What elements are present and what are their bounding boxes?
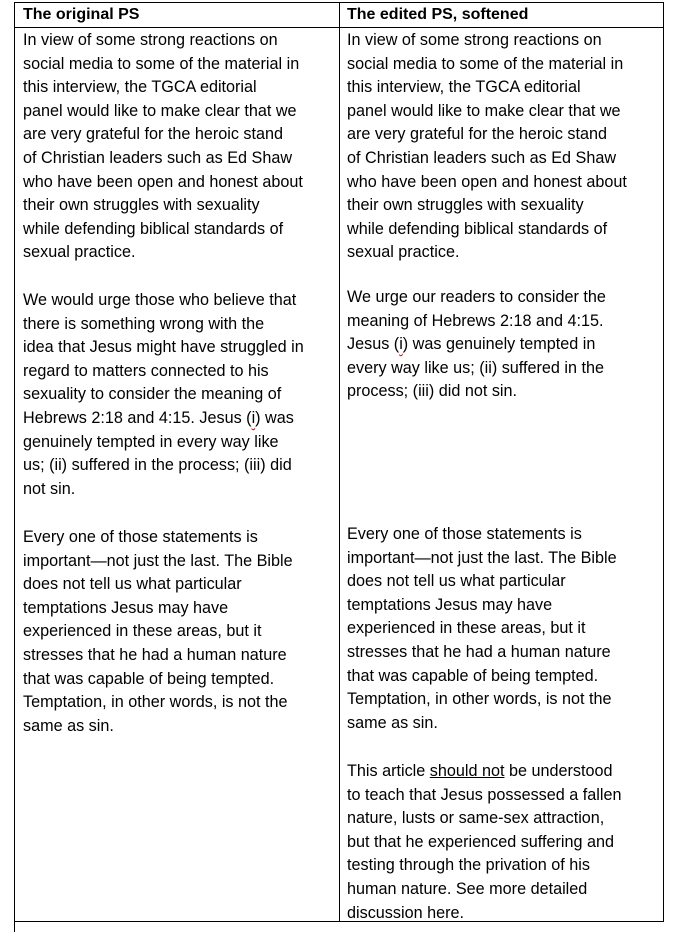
edited-paragraph-3: Every one of those statements is important—not just the last. The Bible does not tell us what particular temptations Jesus may have experienced in these areas, but it stresses that he had a human nature that was capable of being tempted. Temptation, in other words, is not the same as sin. (347, 525, 617, 732)
edited-paragraph-4: This article should not be understood to teach that Jesus possessed a fallen nature, lusts or same-sex attraction, but that he experienced suffering and testing through the privation of his human nature. See more detailed discussion here. (347, 762, 622, 922)
header-divider (15, 27, 663, 28)
column-divider (339, 3, 340, 921)
edited-paragraph-2: We urge our readers to consider the meaning of Hebrews 2:18 and 4:15. Jesus (i) was genuinely tempted in every way like us; (ii) suffered in the process; (iii) did not sin. (347, 288, 606, 401)
page-margin-marker (14, 922, 15, 932)
original-paragraph-1: In view of some strong reactions on social media to some of the material in this interview, the TGCA editorial panel would like to make clear that we are very grateful for the heroic stand of Christian leaders such as Ed Shaw who have been open and honest about their own struggles with sexuality while defending biblical standards of sexual practice. (23, 31, 303, 262)
original-paragraph-2: We would urge those who believe that there is something wrong with the idea that Jesus might have struggled in regard to matters connected to his sexuality to consider the meaning of Hebrews 2:18 and 4:15. Jesus (i) was genuinely tempted in every way like us; (ii) suffered in the process; (iii) did not sin. (23, 291, 304, 498)
comparison-table (14, 2, 664, 922)
underlined-emphasis: should not (429, 762, 505, 780)
header-edited: The edited PS, softened (347, 6, 529, 23)
spellcheck-flag: i (251, 408, 256, 427)
header-original: The original PS (23, 6, 140, 23)
edited-paragraph-1: In view of some strong reactions on social media to some of the material in this interview, the TGCA editorial panel would like to make clear that we are very grateful for the heroic stand of Christian leaders such as Ed Shaw who have been open and honest about their own struggles with sexuality while defending biblical standards of sexual practice. (347, 31, 627, 262)
original-paragraph-3: Every one of those statements is important—not just the last. The Bible does not tell us what particular temptations Jesus may have experienced in these areas, but it stresses that he had a human nature that was capable of being tempted. Temptation, in other words, is not the same as sin. (23, 528, 293, 735)
spellcheck-flag: i (399, 335, 403, 354)
